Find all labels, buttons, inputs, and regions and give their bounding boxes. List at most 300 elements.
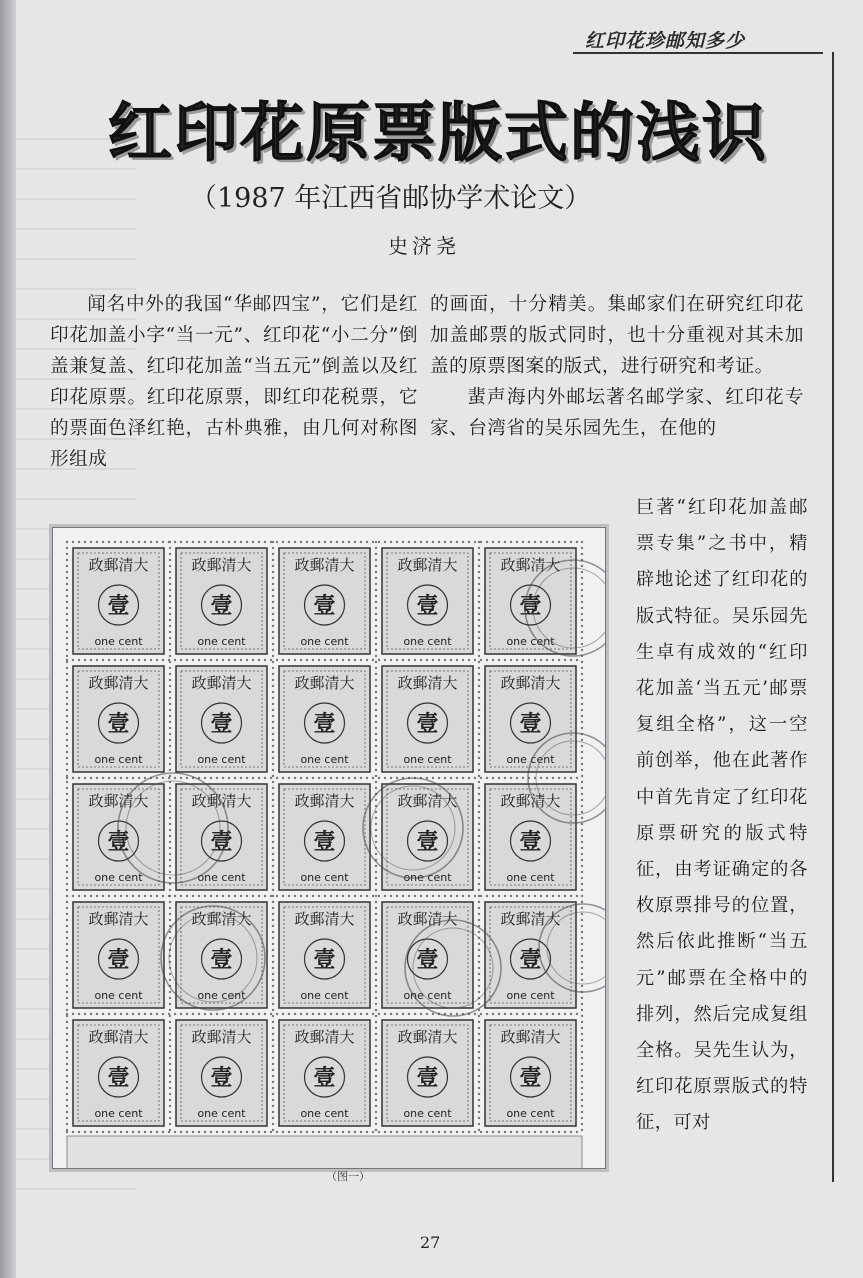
stamp-center-char: 壹 (313, 947, 336, 973)
perforation (174, 541, 176, 543)
perforation (169, 895, 171, 897)
perforation (272, 643, 274, 645)
perforation (450, 659, 452, 661)
perforation (272, 883, 274, 885)
perforation (581, 817, 583, 819)
stamp-bottom-text: one cent (506, 989, 555, 1002)
perforation (478, 871, 480, 873)
stamp-bottom-text: one cent (197, 989, 246, 1002)
perforation (486, 1013, 488, 1015)
perforation (581, 901, 583, 903)
perforation (272, 841, 274, 843)
perforation (375, 1057, 377, 1059)
perforation (375, 1087, 377, 1089)
perforation (272, 691, 274, 693)
page-binding-shadow (0, 0, 16, 1278)
perforation (581, 1057, 583, 1059)
perforation (204, 895, 206, 897)
perforation (375, 745, 377, 747)
perforation (492, 1013, 494, 1015)
stamp-center-char: 壹 (519, 593, 542, 619)
perforation (468, 895, 470, 897)
perforation (66, 1039, 68, 1041)
perforation (426, 777, 428, 779)
perforation (438, 895, 440, 897)
perforation (272, 541, 274, 543)
perforation (478, 1087, 480, 1089)
stamp-center-char: 壹 (519, 829, 542, 855)
perforation (375, 925, 377, 927)
perforation (114, 541, 116, 543)
perforation (375, 583, 377, 585)
perforation (478, 943, 480, 945)
perforation (272, 847, 274, 849)
perforation (72, 659, 74, 661)
stamp-bottom-text: one cent (300, 1107, 349, 1120)
perforation (282, 659, 284, 661)
stamp-center-char: 壹 (313, 711, 336, 737)
perforation (288, 777, 290, 779)
perforation (66, 943, 68, 945)
perforation (348, 895, 350, 897)
figure-caption: （图一） (326, 1170, 370, 1183)
perforation (258, 1013, 260, 1015)
perforation (272, 907, 274, 909)
perforation (169, 685, 171, 687)
perforation (240, 895, 242, 897)
perforation (375, 1021, 377, 1023)
perforation (576, 659, 578, 661)
perforation (414, 1131, 416, 1133)
perforation (581, 1021, 583, 1023)
perforation (581, 871, 583, 873)
perforation (375, 715, 377, 717)
perforation (169, 637, 171, 639)
perforation (552, 777, 554, 779)
perforation (324, 895, 326, 897)
perforation (66, 907, 68, 909)
stamp-bottom-text: one cent (300, 635, 349, 648)
perforation (462, 1131, 464, 1133)
perforation (228, 777, 230, 779)
perforation (581, 937, 583, 939)
perforation (375, 547, 377, 549)
perforation (234, 541, 236, 543)
perforation (169, 871, 171, 873)
stamp-center-char: 壹 (210, 829, 233, 855)
perforation (581, 853, 583, 855)
perforation (228, 1131, 230, 1133)
stamp-center-char: 壹 (519, 947, 542, 973)
perforation (581, 1075, 583, 1077)
perforation (462, 777, 464, 779)
perforation (478, 955, 480, 957)
perforation (375, 835, 377, 837)
perforation (66, 919, 68, 921)
perforation (66, 889, 68, 891)
perforation (450, 895, 452, 897)
perforation (372, 777, 374, 779)
perforation (478, 775, 480, 777)
perforation (84, 1131, 86, 1133)
perforation (478, 727, 480, 729)
stamp-center-char: 壹 (416, 711, 439, 737)
perforation (462, 895, 464, 897)
perforation (478, 625, 480, 627)
perforation (375, 919, 377, 921)
perforation (198, 659, 200, 661)
perforation (375, 601, 377, 603)
perforation (108, 777, 110, 779)
stamp-bottom-text: one cent (403, 753, 452, 766)
perforation (581, 1093, 583, 1095)
perforation (102, 1013, 104, 1015)
perforation (66, 775, 68, 777)
perforation (198, 1013, 200, 1015)
perforation (375, 589, 377, 591)
stamp-center-char: 壹 (107, 947, 130, 973)
stamp-center-char: 壹 (519, 711, 542, 737)
perforation (581, 631, 583, 633)
perforation (581, 913, 583, 915)
perforation (414, 1013, 416, 1015)
perforation (330, 1013, 332, 1015)
perforation (169, 1015, 171, 1017)
perforation (126, 895, 128, 897)
perforation (426, 1131, 428, 1133)
perforation (174, 1131, 176, 1133)
perforation (66, 733, 68, 735)
perforation (66, 1099, 68, 1101)
perforation (186, 541, 188, 543)
perforation (216, 659, 218, 661)
perforation (474, 541, 476, 543)
perforation (169, 583, 171, 585)
perforation (348, 1131, 350, 1133)
perforation (216, 541, 218, 543)
perforation (534, 541, 536, 543)
perforation (66, 559, 68, 561)
perforation (581, 865, 583, 867)
perforation (408, 1131, 410, 1133)
perforation (169, 1033, 171, 1035)
sheet-selvage (67, 1136, 582, 1168)
perforation (192, 1131, 194, 1133)
perforation (66, 823, 68, 825)
perforation (204, 777, 206, 779)
perforation (478, 661, 480, 663)
perforation (336, 1013, 338, 1015)
perforation (504, 777, 506, 779)
perforation (272, 1015, 274, 1017)
stamp-bottom-text: one cent (94, 753, 143, 766)
perforation (444, 777, 446, 779)
perforation (272, 661, 274, 663)
perforation (528, 659, 530, 661)
perforation (456, 1013, 458, 1015)
perforation (478, 985, 480, 987)
perforation (162, 659, 164, 661)
perforation (169, 997, 171, 999)
perforation (84, 895, 86, 897)
perforation (114, 777, 116, 779)
perforation (108, 659, 110, 661)
stamp-top-text: 政郵清大 (88, 910, 149, 928)
perforation (432, 777, 434, 779)
perforation (180, 777, 182, 779)
perforation (581, 601, 583, 603)
perforation (478, 589, 480, 591)
perforation (156, 1013, 158, 1015)
stamp-top-text: 政郵清大 (294, 556, 355, 574)
stamp-bottom-text: one cent (94, 871, 143, 884)
perforation (264, 659, 266, 661)
perforation (66, 769, 68, 771)
perforation (581, 553, 583, 555)
perforation (478, 883, 480, 885)
perforation (66, 667, 68, 669)
perforation (438, 659, 440, 661)
perforation (169, 787, 171, 789)
perforation (240, 1131, 242, 1133)
perforation (294, 1013, 296, 1015)
perforation (478, 751, 480, 753)
perforation (492, 541, 494, 543)
perforation (504, 1131, 506, 1133)
perforation (372, 1131, 374, 1133)
perforation (66, 985, 68, 987)
perforation (169, 649, 171, 651)
perforation (102, 777, 104, 779)
perforation (375, 853, 377, 855)
perforation (478, 697, 480, 699)
perforation (478, 1027, 480, 1029)
perforation (72, 541, 74, 543)
stamp-center-char: 壹 (313, 829, 336, 855)
perforation (396, 659, 398, 661)
perforation (169, 1123, 171, 1125)
stamp-top-text: 政郵清大 (500, 556, 561, 574)
perforation (66, 1063, 68, 1065)
perforation (375, 667, 377, 669)
perforation (375, 931, 377, 933)
perforation (66, 841, 68, 843)
perforation (272, 589, 274, 591)
perforation (272, 811, 274, 813)
perforation (169, 727, 171, 729)
perforation (66, 937, 68, 939)
perforation (581, 949, 583, 951)
perforation (300, 1013, 302, 1015)
perforation (276, 1131, 278, 1133)
perforation (162, 1013, 164, 1015)
perforation (510, 659, 512, 661)
perforation (272, 1075, 274, 1077)
perforation (528, 541, 530, 543)
perforation (474, 895, 476, 897)
perforation (478, 817, 480, 819)
perforation (540, 777, 542, 779)
perforation (478, 847, 480, 849)
perforation (581, 847, 583, 849)
perforation (354, 777, 356, 779)
perforation (169, 835, 171, 837)
perforation (66, 541, 68, 543)
perforation (272, 697, 274, 699)
perforation (402, 895, 404, 897)
perforation (272, 1027, 274, 1029)
perforation (375, 631, 377, 633)
perforation (282, 895, 284, 897)
perforation (375, 871, 377, 873)
perforation (306, 895, 308, 897)
perforation (169, 757, 171, 759)
perforation (581, 895, 583, 897)
stamp-bottom-text: one cent (197, 635, 246, 648)
perforation (169, 751, 171, 753)
perforation (318, 1013, 320, 1015)
perforation (581, 595, 583, 597)
perforation (581, 625, 583, 627)
perforation (390, 777, 392, 779)
perforation (375, 979, 377, 981)
perforation (169, 1021, 171, 1023)
perforation (114, 659, 116, 661)
perforation (474, 659, 476, 661)
perforation (360, 659, 362, 661)
perforation (468, 1131, 470, 1133)
perforation (581, 1111, 583, 1113)
perforation (570, 1131, 572, 1133)
stamp-sheet-image (53, 528, 605, 1168)
perforation (570, 777, 572, 779)
perforation (66, 949, 68, 951)
perforation (478, 1111, 480, 1113)
perforation (354, 895, 356, 897)
perforation (478, 1093, 480, 1095)
perforation (486, 1131, 488, 1133)
perforation (186, 777, 188, 779)
perforation (564, 1013, 566, 1015)
perforation (478, 805, 480, 807)
stamp-center-char: 壹 (107, 1065, 130, 1091)
perforation (478, 1033, 480, 1035)
perforation (375, 1039, 377, 1041)
perforation (478, 889, 480, 891)
perforation (581, 985, 583, 987)
perforation (478, 649, 480, 651)
stamp-top-text: 政郵清大 (500, 792, 561, 810)
perforation (375, 985, 377, 987)
perforation (546, 659, 548, 661)
perforation (432, 1131, 434, 1133)
perforation (169, 619, 171, 621)
perforation (66, 751, 68, 753)
perforation (444, 541, 446, 543)
article-author: 史济尧 (388, 234, 460, 258)
perforation (390, 895, 392, 897)
perforation (144, 1013, 146, 1015)
perforation (272, 613, 274, 615)
perforation (492, 777, 494, 779)
article-subtitle: （1987 年江西省邮协学术论文） (190, 183, 592, 214)
perforation (66, 847, 68, 849)
perforation (66, 721, 68, 723)
perforation (375, 949, 377, 951)
perforation (120, 1131, 122, 1133)
perforation (450, 1131, 452, 1133)
perforation (272, 559, 274, 561)
perforation (478, 607, 480, 609)
perforation (375, 907, 377, 909)
perforation (360, 541, 362, 543)
perforation (234, 1131, 236, 1133)
perforation (336, 1131, 338, 1133)
perforation (375, 559, 377, 561)
perforation (72, 1013, 74, 1015)
perforation (342, 1131, 344, 1133)
perforation (456, 659, 458, 661)
perforation (210, 777, 212, 779)
perforation (169, 919, 171, 921)
perforation (156, 895, 158, 897)
perforation (150, 1131, 152, 1133)
perforation (478, 547, 480, 549)
perforation (564, 1131, 566, 1133)
perforation (486, 895, 488, 897)
perforation (372, 1013, 374, 1015)
perforation (581, 1045, 583, 1047)
perforation (66, 1117, 68, 1119)
perforation (169, 1039, 171, 1041)
perforation (66, 979, 68, 981)
stamp-top-text: 政郵清大 (397, 1028, 458, 1046)
perforation (522, 1131, 524, 1133)
stamp-center-char: 壹 (519, 1065, 542, 1091)
perforation (558, 895, 560, 897)
perforation (414, 541, 416, 543)
perforation (354, 659, 356, 661)
perforation (375, 955, 377, 957)
perforation (66, 811, 68, 813)
perforation (375, 1027, 377, 1029)
perforation (478, 619, 480, 621)
perforation (66, 913, 68, 915)
perforation (169, 613, 171, 615)
perforation (336, 659, 338, 661)
perforation (478, 577, 480, 579)
perforation (366, 659, 368, 661)
perforation (216, 895, 218, 897)
perforation (462, 659, 464, 661)
perforation (375, 625, 377, 627)
perforation (478, 1051, 480, 1053)
perforation (169, 547, 171, 549)
stamp-top-text: 政郵清大 (191, 674, 252, 692)
perforation (222, 1013, 224, 1015)
perforation (126, 541, 128, 543)
perforation (581, 727, 583, 729)
perforation (66, 565, 68, 567)
perforation (474, 1013, 476, 1015)
perforation (438, 541, 440, 543)
perforation (246, 1013, 248, 1015)
perforation (480, 1131, 482, 1133)
perforation (169, 1129, 171, 1131)
perforation (581, 1015, 583, 1017)
perforation (375, 679, 377, 681)
perforation (246, 1131, 248, 1133)
